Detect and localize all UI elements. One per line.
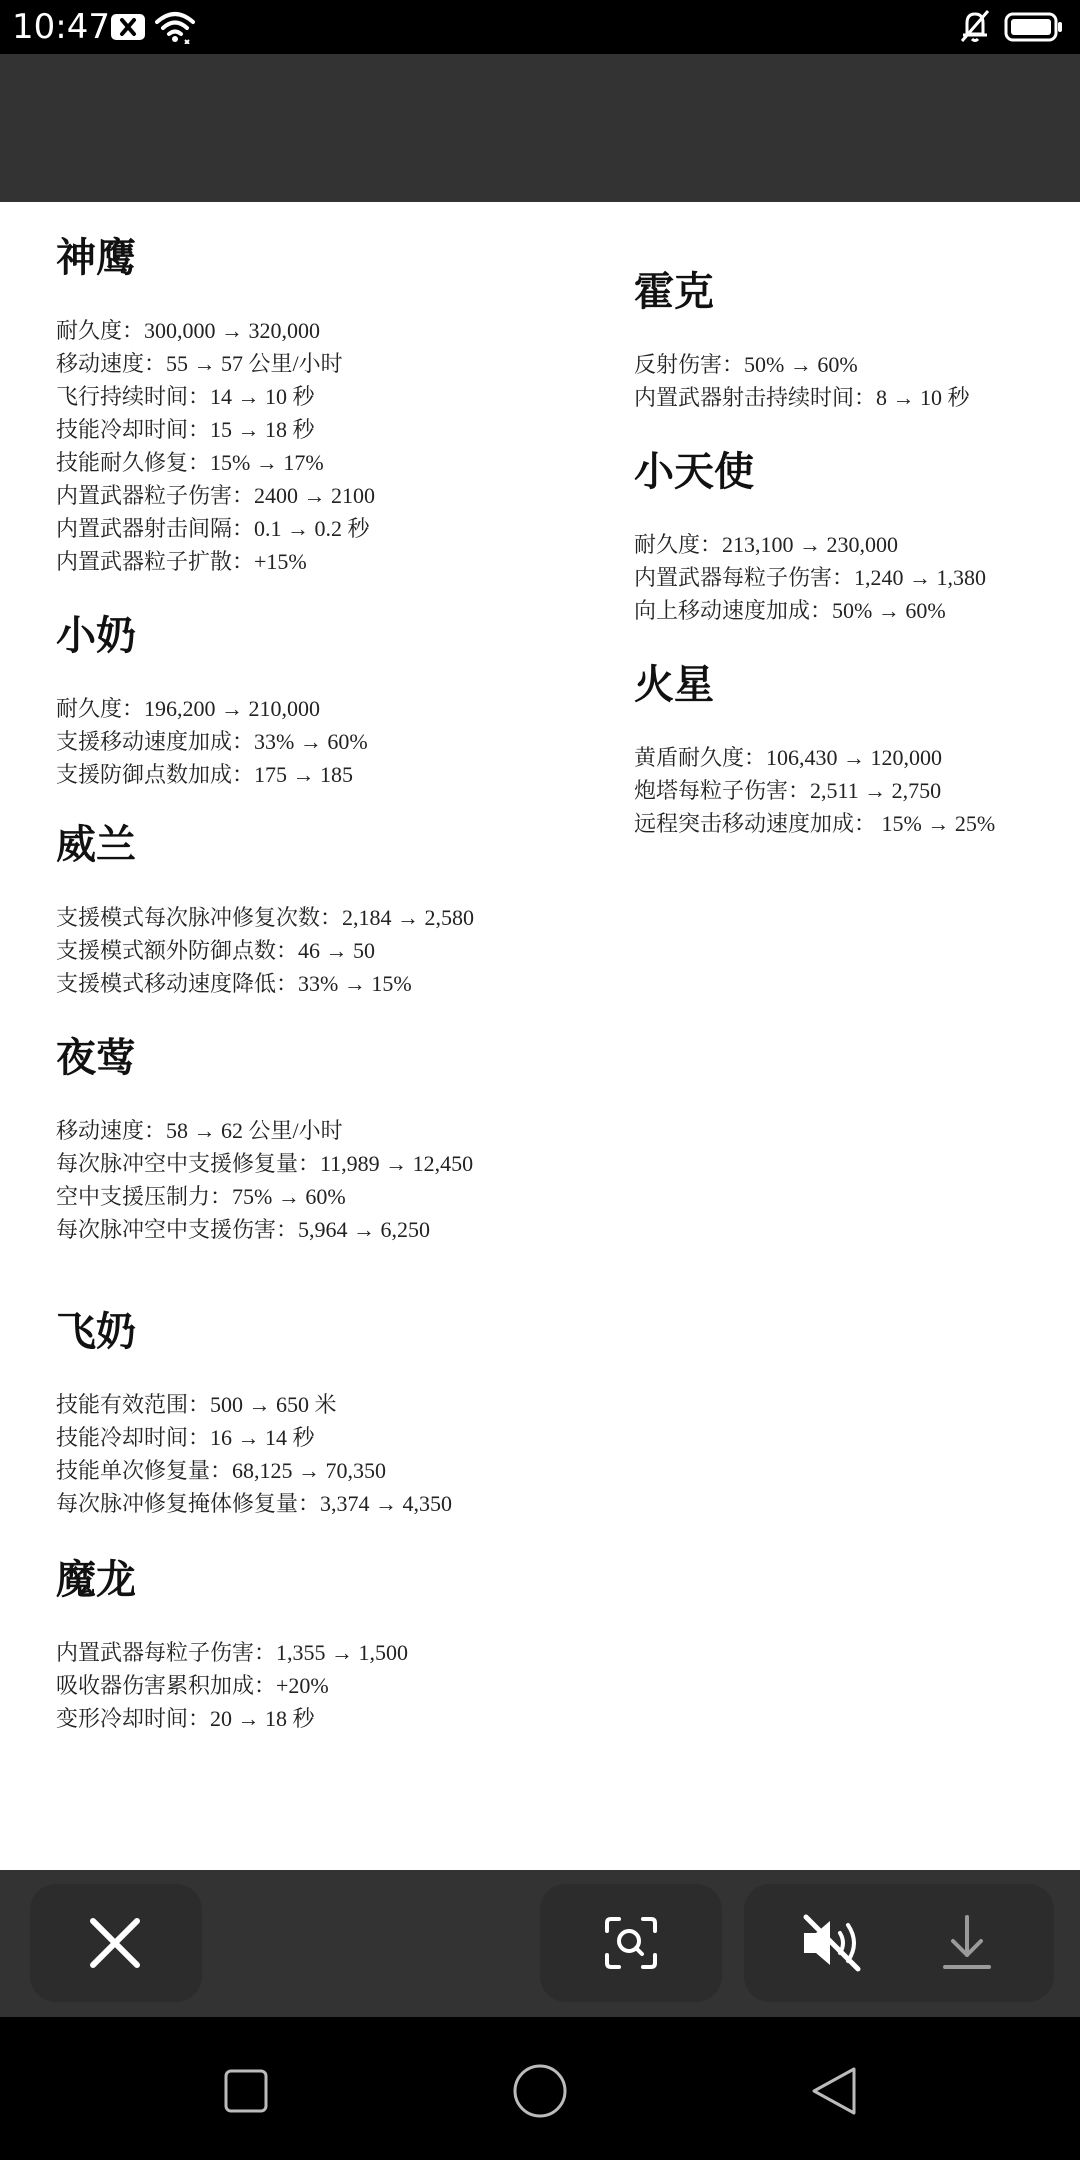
patch-note-section [56,1552,616,1735]
back-triangle-icon [808,2065,860,2117]
stat-list [56,1114,616,1246]
wifi-icon [155,10,195,48]
stat-change-line: 飞行持续时间：14 → 10 秒 [56,384,315,409]
stat-change-line: 向上移动速度加成：50% → 60% [634,598,946,623]
status-time: 10:47 [12,7,110,47]
stat-change-line: 远程突击移动速度加成： 15% → 25% [634,811,996,836]
section-title: 夜莺 [56,1035,136,1081]
stat-list [634,348,1054,414]
stat-change-line: 技能有效范围：500 → 650 米 [56,1392,337,1417]
stat-change-line: 技能单次修复量：68,125 → 70,350 [56,1458,387,1483]
viewer-header [0,54,1080,202]
document-image [0,202,1080,1870]
section-title: 小奶 [56,613,136,659]
stat-change-line: 支援模式额外防御点数：46 → 50 [56,938,376,963]
stat-change-line: 吸收器伤害累积加成：+20% [56,1673,329,1698]
stat-change-line: 内置武器每粒子伤害：1,240 → 1,380 [634,565,987,590]
battery-icon [1004,12,1064,46]
stat-change-line: 支援防御点数加成：175 → 185 [56,762,354,787]
close-icon [87,1915,143,1971]
section-title: 火星 [634,662,714,708]
patch-note-section [56,608,616,791]
download-icon [939,1913,995,1973]
stat-change-line: 内置武器粒子扩散：+15% [56,549,307,574]
stat-list [56,1636,616,1735]
stat-change-line: 黄盾耐久度：106,430 → 120,000 [634,745,943,770]
stat-change-line: 移动速度：58 → 62 公里/小时 [56,1118,343,1143]
download-button[interactable] [922,1898,1012,1988]
stat-change-line: 空中支援压制力：75% → 60% [56,1184,346,1209]
stat-change-line: 内置武器射击间隔：0.1 → 0.2 秒 [56,516,370,541]
section-title: 神鹰 [56,235,136,281]
stat-list [634,528,1054,627]
section-title: 小天使 [634,449,754,495]
patch-note-section [56,817,616,1000]
stat-change-line: 支援模式每次脉冲修复次数：2,184 → 2,580 [56,905,475,930]
bell-muted-icon [958,8,992,48]
stat-change-line: 变形冷却时间：20 → 18 秒 [56,1706,315,1731]
stat-change-line: 支援移动速度加成：33% → 60% [56,729,368,754]
section-title: 威兰 [56,822,136,868]
stat-change-line: 每次脉冲空中支援修复量：11,989 → 12,450 [56,1151,474,1176]
media-control-bar [0,1870,1080,2017]
stat-change-line: 反射伤害：50% → 60% [634,352,858,377]
stat-list [56,901,616,1000]
right-column [634,264,1054,840]
recents-square-icon [221,2066,271,2116]
stat-change-line: 炮塔每粒子伤害：2,511 → 2,750 [634,778,942,803]
back-button[interactable] [804,2061,864,2121]
patch-note-section [634,264,1054,414]
patch-note-section [634,657,1054,840]
close-button[interactable] [70,1898,160,1988]
patch-note-section [634,444,1054,627]
left-column [56,230,616,1735]
stat-change-line: 内置武器射击持续时间：8 → 10 秒 [634,385,970,410]
recents-button[interactable] [216,2061,276,2121]
patch-note-section [56,1030,616,1246]
system-nav-bar [0,2017,1080,2160]
stat-list [56,314,616,578]
section-title: 霍克 [634,269,714,315]
home-button[interactable] [510,2061,570,2121]
stat-change-line: 技能耐久修复：15% → 17% [56,450,324,475]
stat-change-line: 内置武器每粒子伤害：1,355 → 1,500 [56,1640,409,1665]
stat-change-line: 耐久度：213,100 → 230,000 [634,532,899,557]
stat-change-line: 每次脉冲修复掩体修复量：3,374 → 4,350 [56,1491,453,1516]
stat-list [56,692,616,791]
stat-change-line: 技能冷却时间：15 → 18 秒 [56,417,315,442]
stat-change-line: 每次脉冲空中支援伤害：5,964 → 6,250 [56,1217,431,1242]
scan-button[interactable] [586,1898,676,1988]
patch-note-section [56,1304,616,1520]
mute-button[interactable] [788,1898,878,1988]
stat-change-line: 技能冷却时间：16 → 14 秒 [56,1425,315,1450]
section-title: 魔龙 [56,1557,136,1603]
stat-change-line: 移动速度：55 → 57 公里/小时 [56,351,343,376]
home-circle-icon [512,2063,568,2119]
patch-note-section [56,230,616,578]
scan-search-icon [603,1915,659,1971]
section-title: 飞奶 [56,1309,136,1355]
stat-change-line: 内置武器粒子伤害：2400 → 2100 [56,483,376,508]
stat-change-line: 耐久度：196,200 → 210,000 [56,696,321,721]
stat-list [56,1388,616,1520]
mute-icon [798,1913,868,1973]
notification-x-icon [111,14,145,40]
stat-change-line: 耐久度：300,000 → 320,000 [56,318,321,343]
status-bar [0,0,1080,54]
stat-list [634,741,1054,840]
stat-change-line: 支援模式移动速度降低：33% → 15% [56,971,412,996]
